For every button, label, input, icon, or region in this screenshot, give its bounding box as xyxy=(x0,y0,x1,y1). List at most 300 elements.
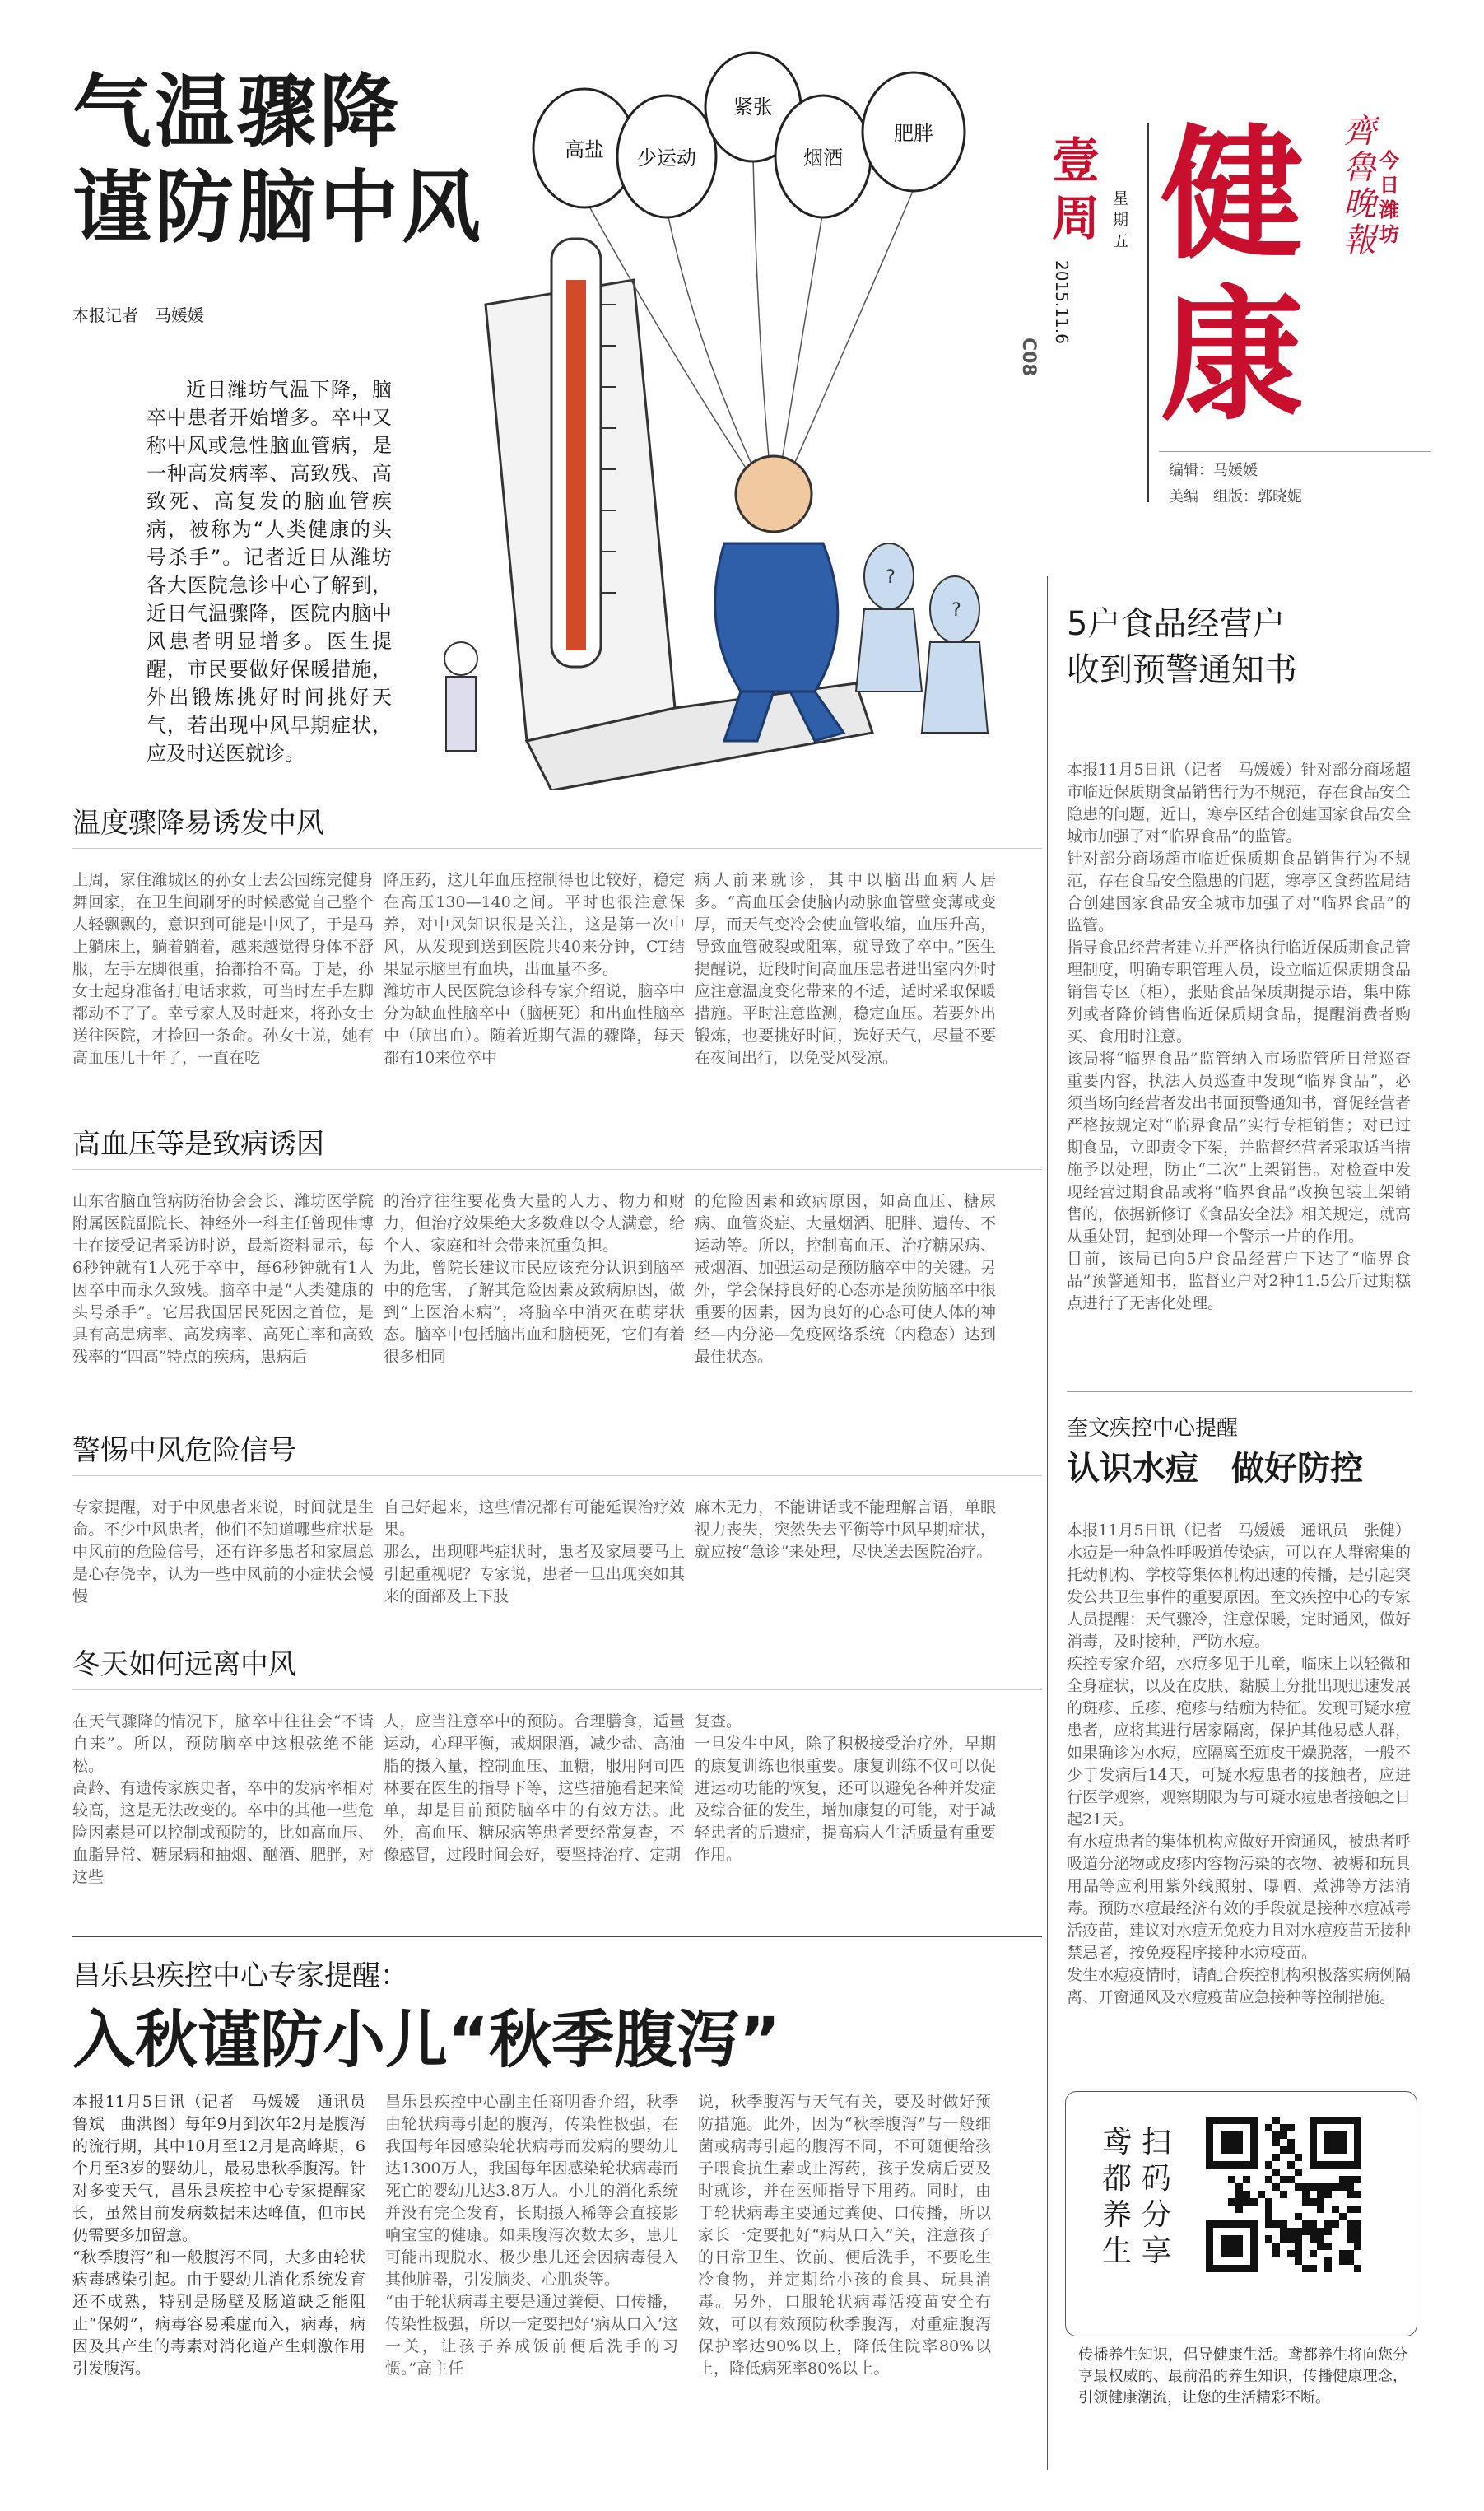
qr-module xyxy=(1332,2235,1339,2243)
qr-module xyxy=(1347,2124,1354,2131)
qr-module xyxy=(1287,2228,1295,2235)
qr-module xyxy=(1324,2117,1332,2124)
qr-module xyxy=(1347,2250,1354,2257)
section-column: 上周，家住潍城区的孙女士去公园练完健身舞回家，在卫生间刷牙的时候感觉自己整个人轻飘飘的，意识到可能是中风了，于是马上躺床上，躺着躺着，越来越觉得身体不舒服，左手左脚很重，抬都抬不高。于是，孙女士起身准备打电话求救，可当时左手左脚都动不了了。幸亏家人及时赶来，将孙女士送往医院，才捡回一条命。孙女士说，她有高血压几十年了，一直在吃 xyxy=(72,871,374,1067)
qr-module xyxy=(1310,2235,1317,2243)
qr-module xyxy=(1287,2117,1295,2124)
section-column: 的危险因素和致病原因，如高血压、糖尿病、血管炎症、大量烟酒、肥胖、遗传、不运动等。所以，控制高血压、治疗糖尿病、戒烟酒、加强运动是预防脑卒中的关键。另外，学会保持良好的心态亦是预防脑卒中很重要的因素，因为良好的心态可使人体的神经—内分泌—免疫网络系统（内稳态）达到最佳状态。 xyxy=(695,1192,996,1366)
qr-module xyxy=(1258,2198,1265,2206)
qr-module xyxy=(1317,2191,1324,2198)
qr-module xyxy=(1221,2124,1228,2131)
qr-module xyxy=(1280,2176,1287,2183)
qr-module xyxy=(1235,2154,1243,2161)
qr-module xyxy=(1258,2235,1265,2243)
qr-module xyxy=(1295,2154,1302,2161)
qr-module xyxy=(1317,2198,1324,2206)
section-heading: 冬天如何远离中风 xyxy=(72,1648,296,1681)
qr-module xyxy=(1295,2139,1302,2146)
qr-module xyxy=(1339,2124,1347,2131)
qr-module xyxy=(1265,2117,1272,2124)
qr-module xyxy=(1228,2117,1235,2124)
qr-module xyxy=(1302,2154,1310,2161)
qr-module xyxy=(1302,2206,1310,2213)
qr-module xyxy=(1339,2191,1347,2198)
qr-module xyxy=(1265,2139,1272,2146)
qr-module xyxy=(1235,2235,1243,2243)
section-rule xyxy=(72,848,1042,849)
qr-module xyxy=(1295,2220,1302,2228)
qr-module xyxy=(1354,2169,1361,2176)
qr-module xyxy=(1243,2213,1250,2220)
qr-module xyxy=(1221,2146,1228,2154)
qr-module xyxy=(1332,2206,1339,2213)
qr-module xyxy=(1280,2191,1287,2198)
qr-module xyxy=(1287,2257,1295,2265)
qr-module xyxy=(1235,2124,1243,2131)
qr-module xyxy=(1310,2198,1317,2206)
qr-module xyxy=(1302,2250,1310,2257)
qr-module xyxy=(1347,2257,1354,2265)
qr-module xyxy=(1258,2243,1265,2250)
qr-module xyxy=(1332,2131,1339,2139)
qr-module xyxy=(1302,2161,1310,2169)
section-rule xyxy=(72,1475,1042,1476)
qr-module xyxy=(1280,2206,1287,2213)
qr-module xyxy=(1228,2183,1235,2191)
qr-module xyxy=(1235,2117,1243,2124)
qr-module xyxy=(1339,2228,1347,2235)
qr-module xyxy=(1258,2139,1265,2146)
masthead-weekly: 壹周 xyxy=(1052,133,1100,246)
qr-module xyxy=(1302,2146,1310,2154)
masthead-editor: 编辑：马媛媛 xyxy=(1169,462,1258,479)
qr-module xyxy=(1287,2169,1295,2176)
qr-module xyxy=(1354,2183,1361,2191)
qr-module xyxy=(1347,2139,1354,2146)
qr-module xyxy=(1332,2228,1339,2235)
qr-module xyxy=(1235,2257,1243,2265)
section-column: 降压药，这几年血压控制得也比较好，稳定在高压130—140之间。平时也很注意保养，对中风知识很是关注，这是第一次中风，从发现到送到医院共40来分钟，CT结果显示脑里有血块，出血量不多。 潍坊市人民医院急诊科专家介绍说，脑卒中分为缺血性脑卒中（脑梗死）和出血性脑卒中（脑出血）。随着近期气温的骤降，每天都有10来位卒中 xyxy=(384,871,685,1067)
qr-module xyxy=(1213,2257,1221,2265)
qr-module xyxy=(1213,2191,1221,2198)
qr-module xyxy=(1243,2117,1250,2124)
qr-module xyxy=(1206,2250,1213,2257)
qr-module xyxy=(1243,2139,1250,2146)
qr-module xyxy=(1272,2250,1280,2257)
qr-module xyxy=(1324,2265,1332,2272)
qr-module xyxy=(1265,2146,1272,2154)
qr-module xyxy=(1243,2183,1250,2191)
qr-module xyxy=(1317,2220,1324,2228)
qr-module xyxy=(1339,2117,1347,2124)
qr-module xyxy=(1295,2146,1302,2154)
qr-module xyxy=(1354,2117,1361,2124)
qr-module xyxy=(1339,2146,1347,2154)
qr-module xyxy=(1221,2154,1228,2161)
masthead-rule xyxy=(1159,451,1431,452)
qr-module xyxy=(1272,2198,1280,2206)
qr-module xyxy=(1339,2257,1347,2265)
qr-module xyxy=(1265,2161,1272,2169)
qr-module xyxy=(1339,2198,1347,2206)
qr-module xyxy=(1280,2235,1287,2243)
qr-module xyxy=(1206,2124,1213,2131)
qr-module xyxy=(1287,2265,1295,2272)
qr-module xyxy=(1228,2235,1235,2243)
qr-module xyxy=(1347,2206,1354,2213)
qr-module xyxy=(1295,2213,1302,2220)
section-column: 人，应当注意卒中的预防。合理膳食，适量运动，心理平衡，戒烟限酒，减少盐、高油脂的摄入量，控制血压、血糖，服用阿司匹林要在医生的指导下等，这些措施看起来简单，却是目前预防脑卒中的有效方法。此外，高血压、糖尿病等患者要经常复查，不像感冒，过段时间会好，要坚持治疗、定期 xyxy=(384,1712,685,1864)
qr-module xyxy=(1272,2169,1280,2176)
qr-module xyxy=(1354,2228,1361,2235)
qr-module xyxy=(1206,2131,1213,2139)
qr-module xyxy=(1295,2161,1302,2169)
qr-module xyxy=(1265,2250,1272,2257)
qr-module xyxy=(1310,2161,1317,2169)
qr-module xyxy=(1243,2154,1250,2161)
qr-module xyxy=(1324,2206,1332,2213)
qr-module xyxy=(1228,2176,1235,2183)
qr-module xyxy=(1324,2139,1332,2146)
qr-module xyxy=(1265,2257,1272,2265)
qr-module xyxy=(1347,2213,1354,2220)
qr-module xyxy=(1221,2228,1228,2235)
qr-module xyxy=(1287,2154,1295,2161)
qr-module xyxy=(1258,2265,1265,2272)
qr-module xyxy=(1221,2198,1228,2206)
qr-module xyxy=(1228,2243,1235,2250)
qr-module xyxy=(1250,2146,1258,2154)
qr-module xyxy=(1228,2257,1235,2265)
qr-module xyxy=(1250,2161,1258,2169)
qr-module xyxy=(1332,2146,1339,2154)
qr-module xyxy=(1295,2131,1302,2139)
qr-module xyxy=(1243,2176,1250,2183)
qr-module xyxy=(1243,2124,1250,2131)
qr-module xyxy=(1272,2228,1280,2235)
qr-module xyxy=(1206,2228,1213,2235)
qr-module xyxy=(1347,2243,1354,2250)
qr-module xyxy=(1295,2250,1302,2257)
qr-module xyxy=(1250,2265,1258,2272)
qr-module xyxy=(1243,2146,1250,2154)
qr-module xyxy=(1265,2198,1272,2206)
qr-module xyxy=(1206,2235,1213,2243)
qr-module xyxy=(1287,2220,1295,2228)
qr-module xyxy=(1332,2257,1339,2265)
qr-module xyxy=(1302,2176,1310,2183)
right-article-kicker: 奎文疾控中心提醒 xyxy=(1067,1416,1239,1441)
qr-promo-slogan: 扫码分享 鸢都养生 xyxy=(1102,2126,1172,2268)
qr-module xyxy=(1310,2206,1317,2213)
qr-module xyxy=(1258,2161,1265,2169)
qr-module xyxy=(1243,2206,1250,2213)
qr-module xyxy=(1265,2169,1272,2176)
qr-module xyxy=(1235,2146,1243,2154)
qr-module xyxy=(1206,2191,1213,2198)
qr-module xyxy=(1206,2117,1213,2124)
lead-headline: 气温骤降 谨防脑中风 xyxy=(72,66,484,254)
qr-module xyxy=(1243,2220,1250,2228)
qr-module xyxy=(1221,2183,1228,2191)
qr-module xyxy=(1221,2235,1228,2243)
qr-module xyxy=(1317,2243,1324,2250)
qr-module xyxy=(1310,2139,1317,2146)
qr-module xyxy=(1302,2220,1310,2228)
qr-module xyxy=(1347,2176,1354,2183)
qr-module xyxy=(1295,2183,1302,2191)
qr-module xyxy=(1272,2139,1280,2146)
qr-module xyxy=(1302,2131,1310,2139)
qr-module xyxy=(1235,2228,1243,2235)
qr-module xyxy=(1280,2183,1287,2191)
qr-module xyxy=(1354,2257,1361,2265)
qr-module xyxy=(1302,2124,1310,2131)
qr-module xyxy=(1206,2161,1213,2169)
qr-module xyxy=(1258,2176,1265,2183)
qr-module xyxy=(1272,2265,1280,2272)
qr-module xyxy=(1250,2139,1258,2146)
qr-module xyxy=(1332,2191,1339,2198)
qr-module xyxy=(1213,2228,1221,2235)
qr-module xyxy=(1332,2124,1339,2131)
qr-module xyxy=(1280,2257,1287,2265)
qr-code-icon[interactable] xyxy=(1206,2117,1361,2272)
qr-module xyxy=(1213,2117,1221,2124)
qr-module xyxy=(1332,2243,1339,2250)
masthead-date: 2015.11.6 xyxy=(1052,260,1072,344)
qr-module xyxy=(1213,2161,1221,2169)
qr-module xyxy=(1213,2265,1221,2272)
balloon-label: 烟酒 xyxy=(803,147,843,170)
qr-module xyxy=(1324,2235,1332,2243)
qr-module xyxy=(1206,2206,1213,2213)
qr-module xyxy=(1221,2131,1228,2139)
qr-module xyxy=(1243,2161,1250,2169)
right-article-rule xyxy=(1067,1391,1412,1392)
qr-module xyxy=(1221,2169,1228,2176)
qr-module xyxy=(1258,2250,1265,2257)
qr-module xyxy=(1228,2191,1235,2198)
qr-module xyxy=(1317,2257,1324,2265)
qr-module xyxy=(1243,2235,1250,2243)
qr-module xyxy=(1317,2117,1324,2124)
qr-module xyxy=(1272,2213,1280,2220)
qr-module xyxy=(1310,2124,1317,2131)
qr-module xyxy=(1206,2220,1213,2228)
masthead-paper-name: 今日潍坊 xyxy=(1379,149,1399,246)
qr-module xyxy=(1272,2124,1280,2131)
qr-module xyxy=(1265,2220,1272,2228)
qr-module xyxy=(1339,2213,1347,2220)
qr-module xyxy=(1332,2183,1339,2191)
qr-module xyxy=(1317,2213,1324,2220)
qr-module xyxy=(1287,2124,1295,2131)
qr-module xyxy=(1213,2213,1221,2220)
qr-module xyxy=(1206,2169,1213,2176)
qr-module xyxy=(1258,2213,1265,2220)
qr-module xyxy=(1250,2250,1258,2257)
qr-module xyxy=(1206,2243,1213,2250)
qr-module xyxy=(1354,2243,1361,2250)
qr-module xyxy=(1280,2124,1287,2131)
qr-module xyxy=(1258,2183,1265,2191)
qr-module xyxy=(1324,2169,1332,2176)
qr-module xyxy=(1310,2257,1317,2265)
qr-module xyxy=(1295,2117,1302,2124)
qr-module xyxy=(1228,2131,1235,2139)
qr-module xyxy=(1287,2243,1295,2250)
qr-module xyxy=(1310,2176,1317,2183)
qr-module xyxy=(1324,2154,1332,2161)
qr-module xyxy=(1332,2176,1339,2183)
section-column: 复查。 一旦发生中风，除了积极接受治疗外，早期的康复训练也很重要。康复训练不仅可以促进运动功能的恢复，还可以避免各种并发症及综合征的发生，增加康复的可能，对于减轻患者的后遗症，提高病人生活质量有重要作用。 xyxy=(695,1712,996,1864)
qr-module xyxy=(1213,2176,1221,2183)
qr-module xyxy=(1265,2243,1272,2250)
qr-module xyxy=(1302,2169,1310,2176)
qr-module xyxy=(1243,2243,1250,2250)
qr-module xyxy=(1302,2198,1310,2206)
qr-module xyxy=(1324,2183,1332,2191)
qr-module xyxy=(1250,2124,1258,2131)
qr-module xyxy=(1265,2206,1272,2213)
qr-module xyxy=(1324,2243,1332,2250)
qr-module xyxy=(1295,2169,1302,2176)
qr-module xyxy=(1213,2198,1221,2206)
qr-module xyxy=(1250,2169,1258,2176)
qr-module xyxy=(1235,2243,1243,2250)
section-column: 麻木无力，不能讲话或不能理解言语，单眼视力丧失，突然失去平衡等中风早期症状，就应按“急诊”来处理，尽快送去医院治疗。 xyxy=(695,1498,996,1561)
qr-module xyxy=(1213,2169,1221,2176)
qr-module xyxy=(1295,2228,1302,2235)
section-rule xyxy=(72,1689,1042,1690)
bottom-article-title: 入秋谨防小儿“秋季腹泻” xyxy=(72,2003,780,2076)
qr-module xyxy=(1272,2183,1280,2191)
qr-module xyxy=(1272,2131,1280,2139)
qr-module xyxy=(1287,2235,1295,2243)
qr-module xyxy=(1347,2161,1354,2169)
qr-module xyxy=(1324,2191,1332,2198)
qr-module xyxy=(1339,2183,1347,2191)
qr-module xyxy=(1272,2176,1280,2183)
qr-module xyxy=(1317,2235,1324,2243)
qr-module xyxy=(1310,2183,1317,2191)
qr-module xyxy=(1302,2265,1310,2272)
right-article-title: 5户食品经营户 收到预警通知书 xyxy=(1067,605,1297,689)
qr-module xyxy=(1280,2146,1287,2154)
qr-module xyxy=(1250,2183,1258,2191)
stroke-cartoon-illustration xyxy=(428,33,1037,790)
qr-module xyxy=(1332,2198,1339,2206)
qr-module xyxy=(1265,2124,1272,2131)
qr-module xyxy=(1354,2176,1361,2183)
svg-text:?: ? xyxy=(951,600,961,621)
section-heading: 温度骤降易诱发中风 xyxy=(72,807,324,840)
qr-module xyxy=(1302,2228,1310,2235)
qr-module xyxy=(1339,2176,1347,2183)
qr-module xyxy=(1213,2220,1221,2228)
qr-module xyxy=(1324,2213,1332,2220)
qr-module xyxy=(1310,2213,1317,2220)
qr-module xyxy=(1221,2139,1228,2146)
qr-module xyxy=(1206,2257,1213,2265)
qr-module xyxy=(1354,2124,1361,2131)
qr-module xyxy=(1317,2169,1324,2176)
qr-module xyxy=(1206,2176,1213,2183)
svg-text:?: ? xyxy=(886,567,896,588)
right-article-title: 认识水痘 做好防控 xyxy=(1067,1450,1363,1488)
qr-module xyxy=(1280,2198,1287,2206)
qr-module xyxy=(1324,2257,1332,2265)
qr-module xyxy=(1221,2206,1228,2213)
qr-module xyxy=(1235,2169,1243,2176)
qr-module xyxy=(1250,2243,1258,2250)
qr-module xyxy=(1339,2265,1347,2272)
qr-module xyxy=(1221,2161,1228,2169)
section-heading: 警惕中风危险信号 xyxy=(72,1434,296,1467)
qr-module xyxy=(1354,2191,1361,2198)
qr-module xyxy=(1235,2191,1243,2198)
qr-module xyxy=(1272,2146,1280,2154)
qr-module xyxy=(1206,2265,1213,2272)
section-rule xyxy=(72,1169,1042,1170)
qr-module xyxy=(1250,2220,1258,2228)
qr-module xyxy=(1302,2243,1310,2250)
qr-module xyxy=(1228,2139,1235,2146)
qr-module xyxy=(1213,2243,1221,2250)
masthead-weekday: 星期五 xyxy=(1113,189,1129,250)
qr-module xyxy=(1272,2154,1280,2161)
qr-module xyxy=(1258,2206,1265,2213)
qr-module xyxy=(1280,2250,1287,2257)
qr-module xyxy=(1272,2243,1280,2250)
qr-module xyxy=(1332,2220,1339,2228)
qr-module xyxy=(1258,2220,1265,2228)
qr-module xyxy=(1235,2198,1243,2206)
qr-module xyxy=(1272,2191,1280,2198)
qr-module xyxy=(1221,2117,1228,2124)
qr-module xyxy=(1347,2228,1354,2235)
qr-module xyxy=(1347,2154,1354,2161)
qr-module xyxy=(1206,2154,1213,2161)
qr-module xyxy=(1235,2250,1243,2257)
qr-module xyxy=(1295,2265,1302,2272)
qr-module xyxy=(1317,2154,1324,2161)
qr-module xyxy=(1213,2183,1221,2191)
qr-module xyxy=(1339,2243,1347,2250)
qr-module xyxy=(1332,2213,1339,2220)
qr-module xyxy=(1265,2265,1272,2272)
qr-module xyxy=(1221,2243,1228,2250)
qr-module xyxy=(1235,2161,1243,2169)
qr-module xyxy=(1317,2176,1324,2183)
qr-module xyxy=(1250,2117,1258,2124)
qr-module xyxy=(1339,2154,1347,2161)
qr-module xyxy=(1347,2198,1354,2206)
qr-module xyxy=(1265,2235,1272,2243)
qr-module xyxy=(1317,2206,1324,2213)
qr-module xyxy=(1302,2117,1310,2124)
section-column: 病人前来就诊，其中以脑出血病人居多。“高血压会使脑内动脉血管壁变薄或变厚，而天气变冷会使血管收缩，血压升高，导致血管破裂或阻塞，就导致了卒中。”医生提醒说，近段时间高血压患者进出室内外时应注意温度变化带来的不适，适时采取保暖措施。平时注意监测，稳定血压。若要外出锻炼，也要挑好时间，选好天气，尽量不要在夜间出行，以免受风受凉。 xyxy=(695,871,996,1067)
qr-module xyxy=(1287,2250,1295,2257)
qr-module xyxy=(1280,2154,1287,2161)
qr-module xyxy=(1258,2257,1265,2265)
qr-module xyxy=(1280,2131,1287,2139)
qr-module xyxy=(1295,2198,1302,2206)
qr-module xyxy=(1250,2176,1258,2183)
balloon-label: 高盐 xyxy=(565,138,604,161)
qr-module xyxy=(1258,2117,1265,2124)
